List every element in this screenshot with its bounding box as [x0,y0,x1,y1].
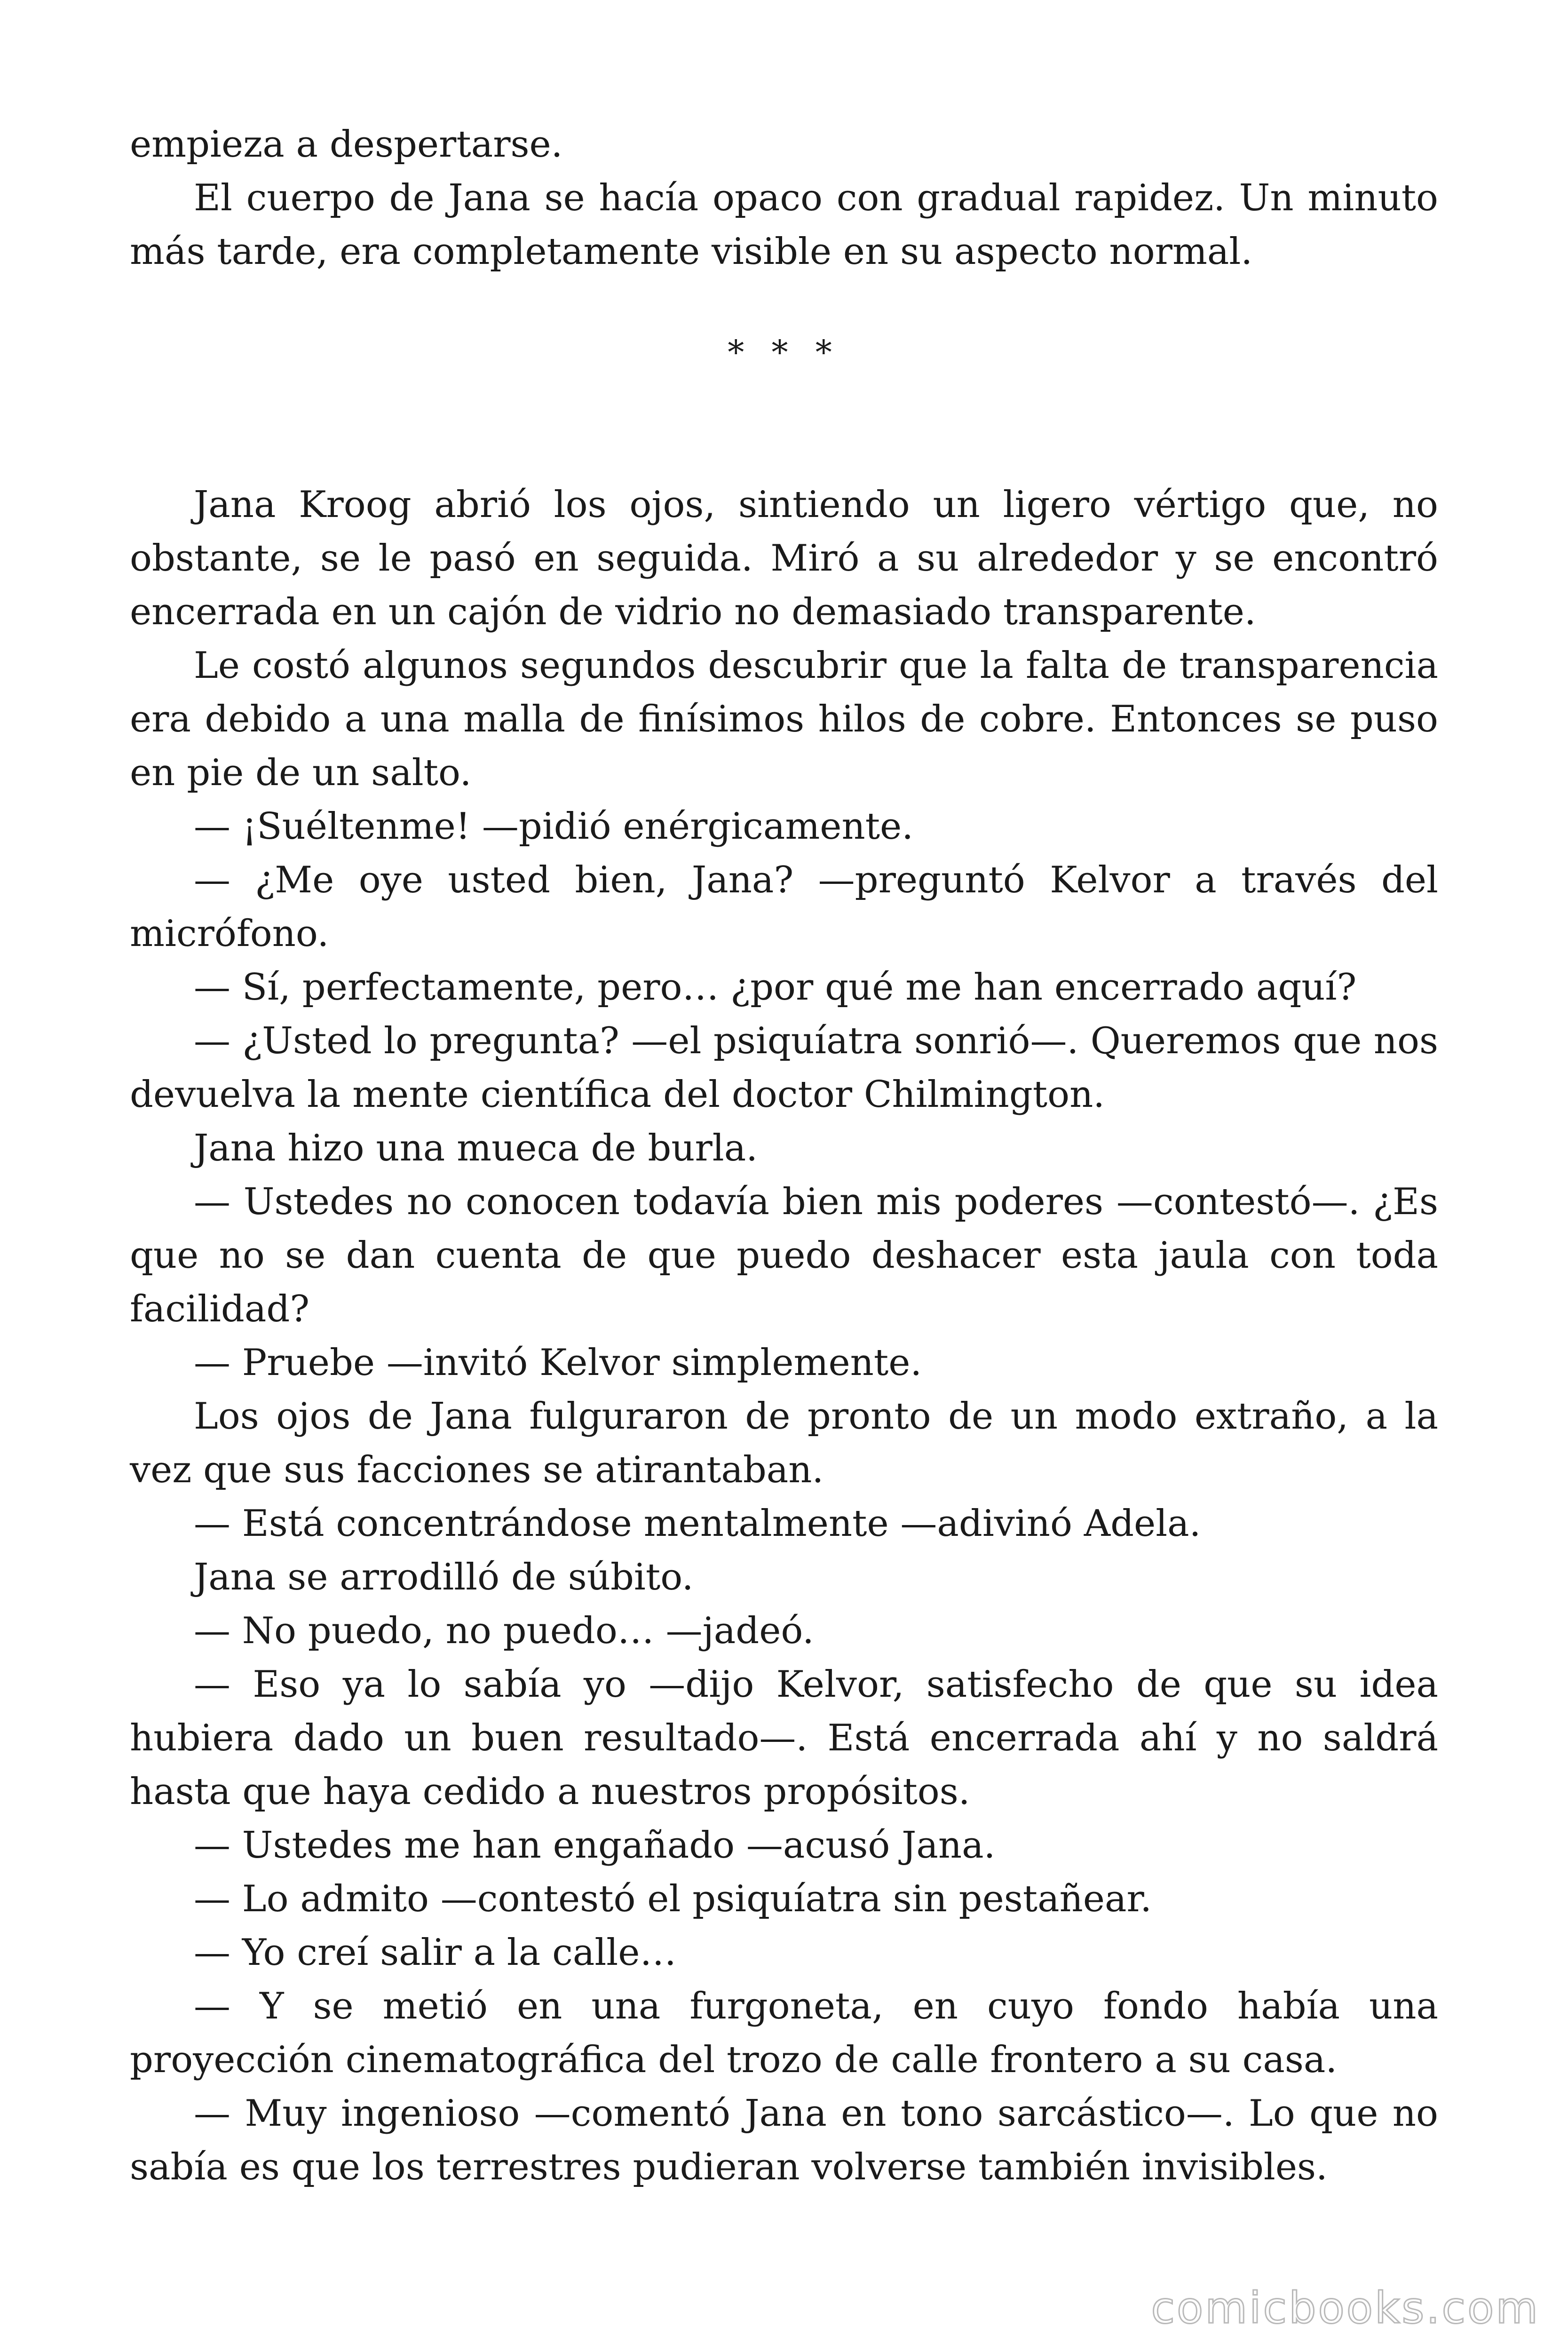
paragraph: Le costó algunos segundos descubrir que la falta de transparencia era debido a una malla de finísimos hilos de cobre. Entonces se puso en pie de un salto. [130,644,1438,794]
paragraph: El cuerpo de Jana se hacía opaco con gradual rapidez. Un minuto más tarde, era completamente visible en su aspecto normal. [130,177,1438,273]
dialogue-line: — ¿Usted lo pregunta? —el psiquíatra sonrió—. Queremos que nos devuelva la mente científica del doctor Chilmington. [130,1020,1438,1116]
dialogue-line: — No puedo, no puedo… —jadeó. [194,1610,814,1652]
dialogue-line: — ¡Suéltenme! —pidió enérgicamente. [194,805,913,848]
top-section [130,118,1438,278]
section-separator: * * * [728,333,840,372]
paragraph: Jana se arrodilló de súbito. [194,1556,694,1598]
dialogue-line: — Y se metió en una furgoneta, en cuyo fondo había una proyección cinematográfica del trozo de calle frontero a su casa. [130,1985,1438,2081]
dialogue-line: — Yo creí salir a la calle… [194,1931,677,1974]
main-section [130,478,1438,2194]
paragraph: Los ojos de Jana fulguraron de pronto de un modo extraño, a la vez que sus facciones se atirantaban. [130,1395,1438,1491]
dialogue-line: — Muy ingenioso —comentó Jana en tono sarcástico—. Lo que no sabía es que los terrestres pudieran volverse también invisibles. [130,2092,1438,2188]
paragraph: empieza a despertarse. [130,123,563,166]
paragraph: Jana Kroog abrió los ojos, sintiendo un ligero vértigo que, no obstante, se le pasó en seguida. Miró a su alrededor y se encontró encerrada en un cajón de vidrio no demasiado transparente. [130,484,1438,633]
dialogue-line: — Lo admito —contestó el psiquíatra sin pestañear. [194,1878,1152,1920]
dialogue-line: — Está concentrándose mentalmente —adivinó Adela. [194,1502,1201,1545]
dialogue-line: — Eso ya lo sabía yo —dijo Kelvor, satisfecho de que su idea hubiera dado un buen resultado—. Está encerrada ahí y no saldrá hasta que haya cedido a nuestros propósitos. [130,1663,1438,1813]
dialogue-line: — ¿Me oye usted bien, Jana? —preguntó Kelvor a través del micrófono. [130,859,1438,955]
dialogue-line: — Ustedes no conocen todavía bien mis poderes —contestó—. ¿Es que no se dan cuenta de que puedo deshacer esta jaula con toda facilidad? [130,1181,1438,1330]
page-body [130,118,1438,2194]
paragraph: Jana hizo una mueca de burla. [194,1127,758,1169]
dialogue-line: — Pruebe —invitó Kelvor simplemente. [194,1342,922,1384]
dialogue-line: — Sí, perfectamente, pero… ¿por qué me han encerrado aquí? [194,966,1357,1009]
watermark: comicbooks.com [1151,2283,1540,2333]
dialogue-line: — Ustedes me han engañado —acusó Jana. [194,1824,996,1867]
